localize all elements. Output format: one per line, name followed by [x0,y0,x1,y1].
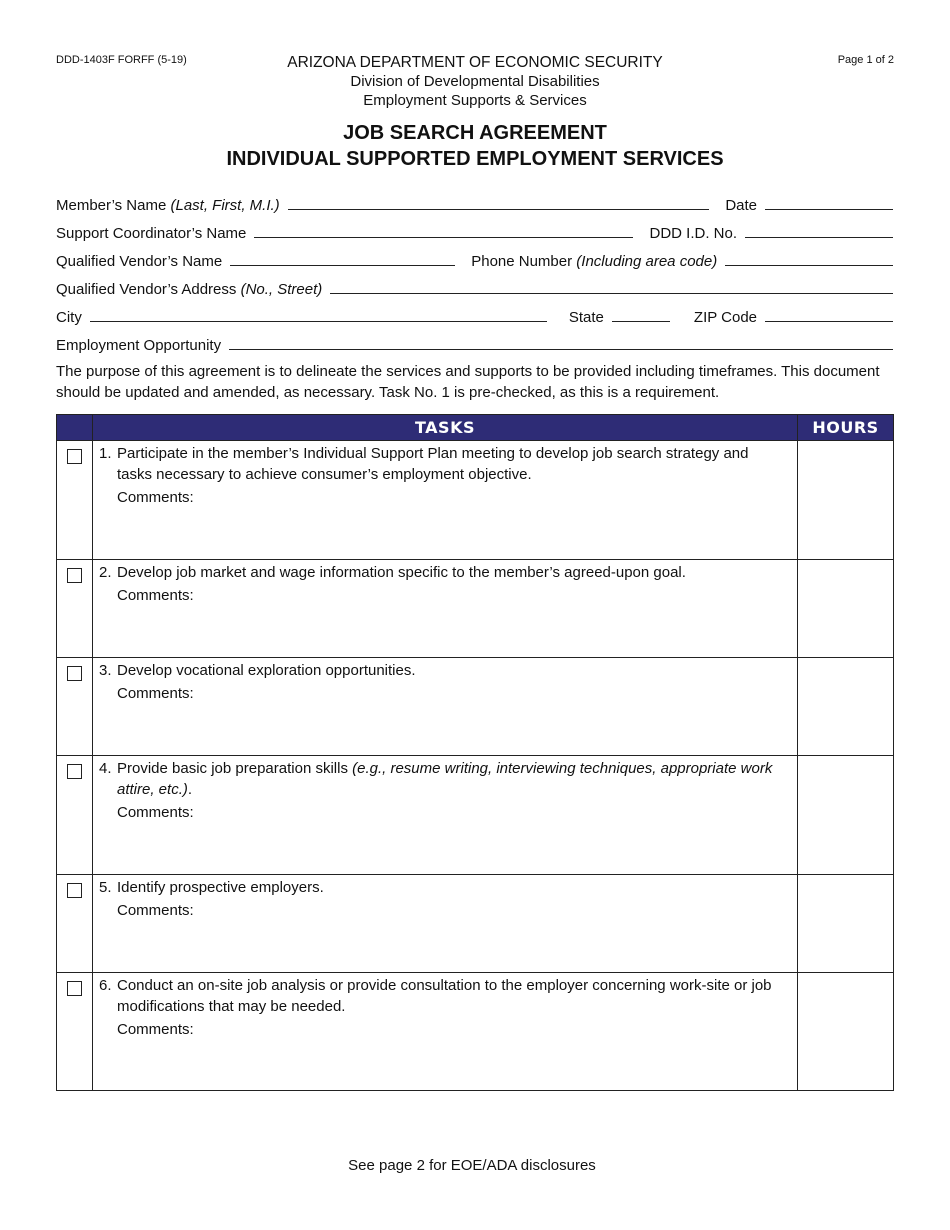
task-text: Develop job market and wage information specific to the member’s agreed-upon goal. [117,564,686,581]
comments-label: Comments: [117,804,194,821]
vendor-address-field[interactable] [330,293,893,294]
table-row [57,756,894,875]
table-row [57,560,894,658]
support-coordinator-label: Support Coordinator’s Name [56,225,247,242]
phone-hint: (Including area code) [576,253,718,270]
task-5-checkbox[interactable] [67,883,82,898]
task-number: 2. [99,564,112,581]
row-vendor [56,248,893,270]
task-text: Develop vocational exploration opportunities. [117,662,416,679]
table-header-row [57,415,894,441]
task-number: 4. [99,760,112,777]
purpose-statement: The purpose of this agreement is to delineate the services and supports to be provided including timeframes. This document should be updated and amended, as necessary. Task No. 1 is pre-checked, as this is a requirement. [56,363,880,401]
task-2-checkbox[interactable] [67,568,82,583]
task-1-check-cell [57,441,93,560]
task-4-examples: (e.g., resume writing, interviewing techniques, appropriate work attire, etc.) [117,760,773,798]
task-5-cell [93,875,798,973]
task-1-checkbox[interactable] [67,449,82,464]
task-2-cell [93,560,798,658]
comments-label: Comments: [117,489,194,506]
table-row [57,875,894,973]
comments-label: Comments: [117,1021,194,1038]
task-1-hours[interactable] [798,441,894,560]
task-3-checkbox[interactable] [67,666,82,681]
form-code: DDD-1403F FORFF (5-19) [56,54,187,66]
member-name-label: Member’s Name (Last, First, M.I.) [56,197,280,214]
table-row [57,973,894,1091]
city-label: City [56,309,82,326]
task-number: 3. [99,662,112,679]
task-text: Conduct an on-site job analysis or provide consultation to the employer concerning work-site or job modifications that may be needed. [117,977,772,1015]
employment-opportunity-label: Employment Opportunity [56,337,222,354]
task-3-check-cell [57,658,93,756]
header-tasks: TASKS [93,415,798,441]
header-hours: HOURS [798,415,894,441]
row-coordinator [56,220,893,242]
vendor-address-label: Qualified Vendor’s Address (No., Street) [56,281,323,298]
division-name: Division of Developmental Disabilities [350,73,600,90]
date-field[interactable] [765,209,893,210]
comments-label: Comments: [117,902,194,919]
table-row [57,658,894,756]
task-1-cell [93,441,798,560]
vendor-address-hint: (No., Street) [240,281,323,298]
table-row [57,441,894,560]
zip-field[interactable] [765,321,893,322]
task-2-check-cell [57,560,93,658]
task-6-cell [93,973,798,1091]
task-4-checkbox[interactable] [67,764,82,779]
page-number: Page 1 of 2 [837,54,894,66]
unit-name: Employment Supports & Services [363,92,587,109]
tasks-table [56,414,894,1091]
task-number: 6. [99,977,112,994]
task-4-hours[interactable] [798,756,894,875]
phone-label: Phone Number (Including area code) [471,253,718,270]
task-text: Identify prospective employers. [117,879,324,896]
member-name-field[interactable] [288,209,710,210]
vendor-name-label: Qualified Vendor’s Name [56,253,223,270]
task-number: 1. [99,445,112,462]
task-5-check-cell [57,875,93,973]
header-check-cell [57,415,93,441]
task-4-cell [93,756,798,875]
state-field[interactable] [612,321,670,322]
zip-label: ZIP Code [693,309,757,326]
task-text: Provide basic job preparation skills (e.g., resume writing, interviewing techniques, appropriate work attire, etc.). [117,760,773,798]
employment-opportunity-field[interactable] [229,349,893,350]
comments-label: Comments: [117,587,194,604]
task-2-hours[interactable] [798,560,894,658]
agency-name: ARIZONA DEPARTMENT OF ECONOMIC SECURITY [287,54,663,71]
city-field[interactable] [90,321,547,322]
task-number: 5. [99,879,112,896]
title-line-2: INDIVIDUAL SUPPORTED EMPLOYMENT SERVICES [226,148,724,170]
title-line-1: JOB SEARCH AGREEMENT [343,122,607,144]
form-title [0,120,950,172]
task-6-check-cell [57,973,93,1091]
agency-header [0,53,950,110]
task-3-hours[interactable] [798,658,894,756]
date-label: Date [725,197,757,214]
vendor-name-field[interactable] [230,265,455,266]
row-address [56,276,893,298]
phone-field[interactable] [725,265,893,266]
task-5-hours[interactable] [798,875,894,973]
row-member [56,192,893,214]
comments-label: Comments: [117,685,194,702]
task-text: Participate in the member’s Individual Support Plan meeting to develop job search strategy and tasks necessary to achieve consumer’s employment objective. [117,445,749,483]
support-coordinator-field[interactable] [254,237,633,238]
row-city [56,304,893,326]
ddd-id-field[interactable] [745,237,893,238]
ddd-id-label: DDD I.D. No. [649,225,737,242]
task-3-cell [93,658,798,756]
task-4-check-cell [57,756,93,875]
row-employment [56,332,893,354]
member-name-hint: (Last, First, M.I.) [170,197,280,214]
footer-note: See page 2 for EOE/ADA disclosures [348,1157,596,1174]
task-6-checkbox[interactable] [67,981,82,996]
state-label: State [568,309,604,326]
task-6-hours[interactable] [798,973,894,1091]
